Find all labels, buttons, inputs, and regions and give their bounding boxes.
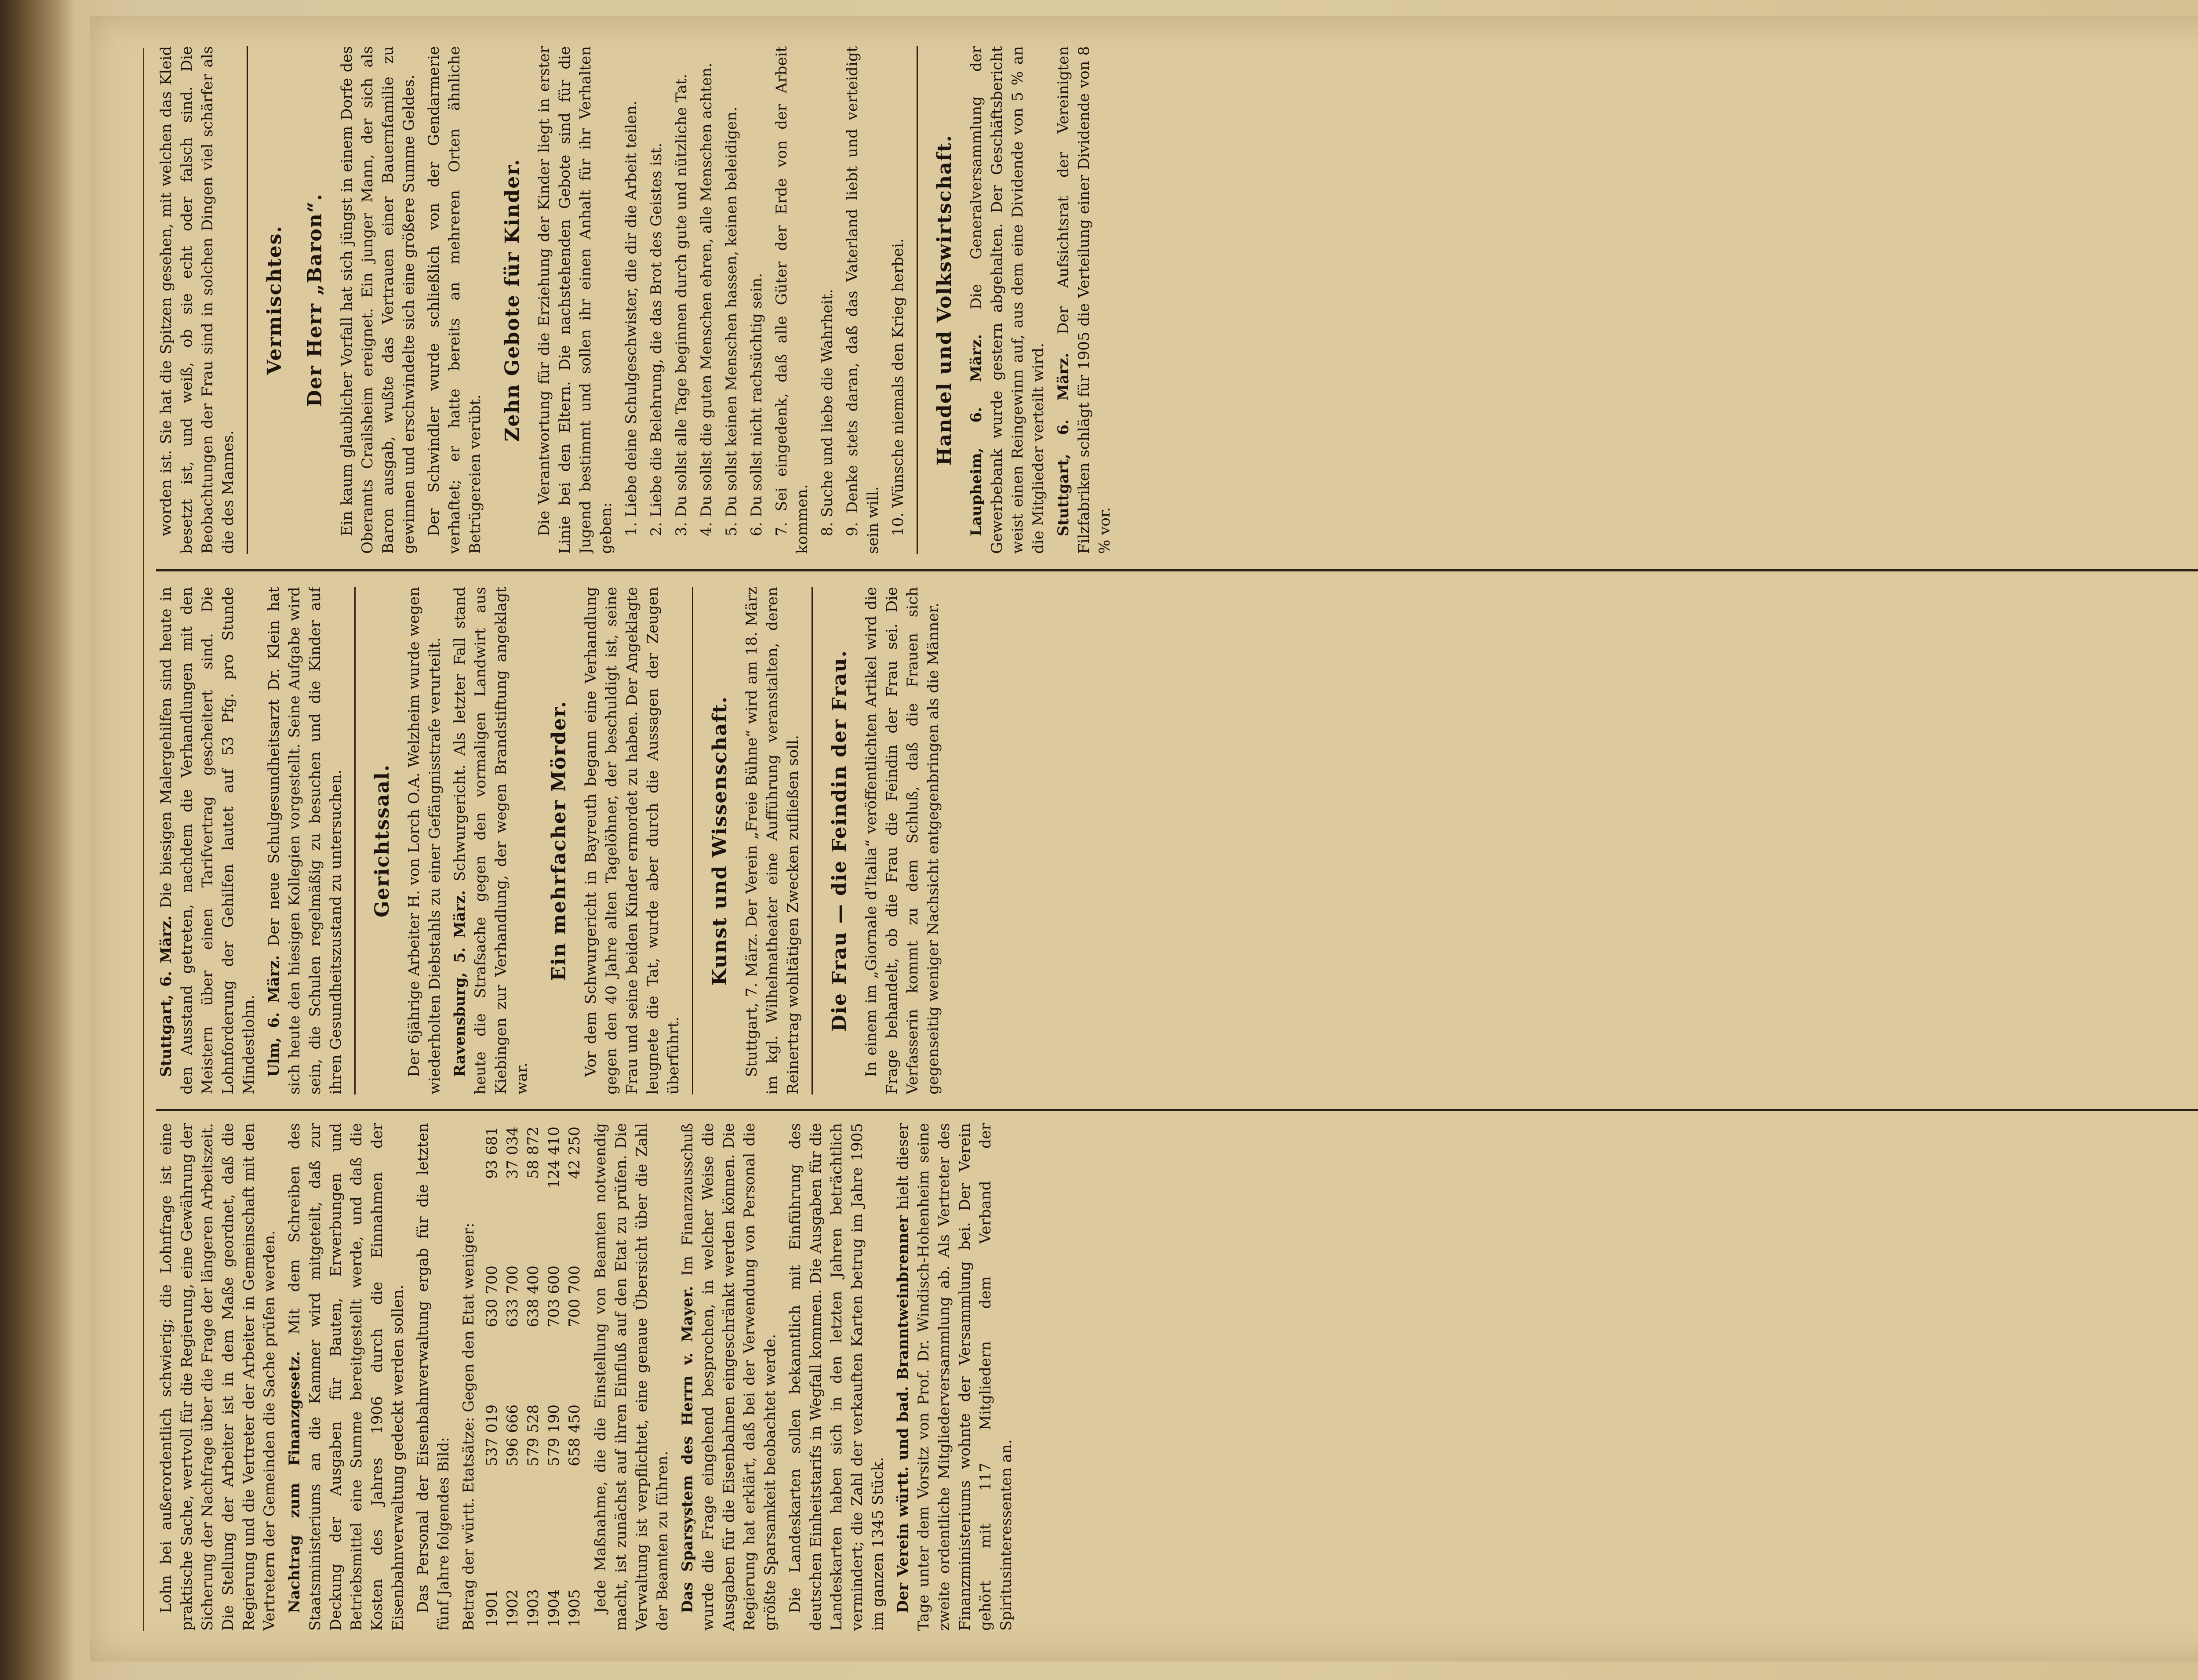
column-two — [156, 587, 2198, 1095]
column-rule — [156, 1109, 2198, 1111]
section-heading-vermischtes: Vermischtes. — [263, 225, 286, 375]
table-row: 1903 579 528 638 400 58 872 — [524, 1127, 542, 1627]
list-item: 1. Liebe deine Schulgeschwister, die dir die Arbeit teilen. — [622, 101, 640, 536]
list-item: 6. Du sollst nicht rachsüchtig sein. — [748, 273, 765, 536]
section-rule — [247, 46, 248, 554]
rotated-page-content — [90, 16, 2198, 1662]
paragraph-text: Schwurgericht. Als letzter Fall stand heute die Strafsache gegen den vormaligen Landwirt aus Kiebingen zur Verhandlung, der wegen Brandstiftung angeklagt war. — [451, 587, 531, 1095]
paragraph — [966, 46, 1049, 554]
column-three — [156, 46, 2198, 554]
paragraph-text: Im Finanzausschuß wurde die Frage eingehend besprochen, in welcher Weise die Ausgaben für die Eisenbahnen eingeschränkt werden können. Die Regierung hat erklärt, daß bei der Verwendung von Personal die größte Sparsamkeit beobachtet werde. — [679, 1123, 779, 1631]
paragraph-text: Die Generalversammlung der Gewerbebank wurde gestern abgehalten. Der Geschäftsbericht weist einen Reingewinn auf, aus dem eine Dividende von 5 % an die Mitglieder verteilt wird. — [968, 46, 1047, 554]
newspaper-page — [90, 16, 2198, 1662]
list-item: 2. Liebe die Belehrung, die das Brot des Geistes ist. — [648, 142, 665, 536]
run-in-heading: Laupheim, 6. März. — [968, 334, 985, 536]
section-rule — [917, 46, 918, 554]
run-in-heading: Ravensburg, 5. März. — [451, 890, 469, 1077]
paragraph: Die Landeskarten sollen bekanntlich mit Einführung des deutschen Einheitstarifs in Wegfall kommen. Die Ausgaben für die Landeskarten haben sich in den letzten Jahren beträchtlich vermindert; die Zahl der verkauften Karten betrug im Jahre 1905 im ganzen 1345 Stück. — [786, 1123, 887, 1631]
article-heading-baron: Der Herr „Baron“. — [304, 193, 326, 407]
paragraph-text: hielt dieser Tage unter dem Vorsitz von Prof. Dr. Windisch-Hohenheim seine zweite ordentliche Mitgliederversammlung ab. Als Vertreter des Finanzministeriums wohnte der Versammlung bei. Der Verein gehört mit 117 Mitgliedern dem Verband der Spiritusinteressenten an. — [894, 1123, 1015, 1631]
run-in-heading: Das Sparsystem des Herrn v. Mayer. — [679, 1286, 696, 1613]
section-heading-kunst: Kunst und Wissenschaft. — [709, 695, 731, 986]
table-row: 1905 658 450 700 700 42 250 — [566, 1127, 583, 1627]
paragraph: Ein kaum glaublicher Vorfall hat sich jüngst in einem Dorfe des Oberamts Crailsheim ereignet. Ein junger Mann, der sich als Baron ausgab, wußte das Vertrauen einer Bauernfamilie zu gewinnen und erschwindelte sich eine größere Summe Geldes. — [338, 46, 418, 554]
paragraph — [677, 1123, 781, 1631]
paragraph: Stuttgart, 7. März. Der Verein „Freie Bühne“ wird am 18. März im kgl. Wilhelmatheater eine Aufführung veranstalten, deren Reinertrag wohltätigen Zwecken zufließen soll. — [743, 587, 802, 1095]
paragraph — [893, 1123, 1017, 1631]
list-item: 5. Du sollst keinen Menschen hassen, keinen beleidigen. — [723, 106, 740, 536]
list-item: 3. Du sollst alle Tage beginnen durch gute und nützliche Tat. — [673, 74, 690, 536]
paragraph-text: Der Aufsichtsrat der Vereinigten Filzfabriken schlägt für 1905 die Verteilung einer Dividende von 8 % vor. — [1055, 46, 1114, 554]
list-item: 10. Wünsche niemals den Krieg herbei. — [889, 238, 907, 536]
column-rule — [156, 569, 2198, 571]
run-in-heading: Ulm, 6. März. — [265, 955, 283, 1077]
table-row: 1901 537 019 630 700 93 681 — [483, 1127, 501, 1627]
section-heading-frau: Die Frau — die Feindin der Frau. — [828, 650, 851, 1032]
table-row: 1904 579 190 703 600 124 410 — [545, 1127, 563, 1627]
paragraph: Vor dem Schwurgericht in Bayreuth begann eine Verhandlung gegen den 40 Jahre alten Tagelöhner, der beschuldigt ist, seine Frau und seine beiden Kinder ermordet zu haben. Der Angeklagte leugnete die Tat, wurde aber durch die Aussagen der Zeugen überführt. — [582, 587, 682, 1095]
list-item: 8. Suche und liebe die Wahrheit. — [819, 289, 836, 536]
table-row: 1902 596 666 633 700 37 034 — [504, 1127, 521, 1627]
paragraph: Lohn bei außerordentlich schwierig; die Lohnfrage ist eine praktische Sache, wertvoll für die Regierung, eine Gewährung der Sicherung der Nachfrage über die Frage der längeren Arbeitszeit. Die Stellung der Arbeiter ist in dem Maße geordnet, daß die Regierung und die Vertreter der Arbeiter in Gemeinschaft mit den Vertretern der Gemeinden die Sache prüfen werden. — [157, 1123, 278, 1631]
table-caption: Betrag der württ. Etatsätze: Gegen den Etat weniger: — [460, 1222, 477, 1631]
paragraph: Jede Maßnahme, die die Einstellung von Beamten notwendig macht, ist zunächst auf ihren Einfluß auf den Etat zu prüfen. Die Verwaltung ist verpflichtet, eine genaue Übersicht über die Zahl der Beamten zu führen. — [592, 1123, 671, 1631]
section-heading-moerder: Ein mehrfacher Mörder. — [548, 700, 570, 981]
section-rule — [354, 587, 356, 1095]
paragraph: worden ist. Sie hat die Spitzen gesehen, mit welchen das Kleid besetzt ist, und weiß, ob sie echt oder falsch sind. Die Beobachtungen der Frau sind in solchen Dingen viel schärfer als die des Mannes. — [157, 46, 237, 554]
paragraph — [450, 587, 532, 1095]
previous-page-edge — [0, 0, 75, 1680]
section-heading-handel: Handel und Volkswirtschaft. — [933, 134, 956, 466]
paragraph — [284, 1123, 408, 1631]
paragraph: Das Personal der Eisenbahnverwaltung ergab für die letzten fünf Jahre folgendes Bild: — [414, 1123, 452, 1631]
paragraph-text: Die biesigen Malergehilfen sind heute in den Ausstand getreten, nachdem die Verhandlungen mit den Meistern über einen Tarifvertrag gescheitert sind. Die Lohnforderung der Gehilfen lautet auf 53 Pfg. pro Stunde Mindestlohn. — [157, 587, 258, 1095]
run-in-heading: Stuttgart, 6. März. — [1055, 353, 1072, 536]
column-one — [156, 1123, 2198, 1631]
paragraph — [264, 587, 346, 1095]
paragraph: Der Schwindler wurde schließlich von der Gendarmerie verhaftet; er hatte bereits an mehreren Orten ähnliche Betrügereien verübt. — [425, 46, 484, 554]
statistics-table — [482, 1123, 585, 1631]
paragraph-text: Mit dem Schreiben des Staatsministeriums an die Kammer wird mitgeteilt, daß zur Deckung der Ausgaben für Bauten, Erwerbungen und Betriebsmittel eine Summe bereitgestellt werde, und daß die Kosten des Jahres 1906 durch die Einnahmen der Eisenbahnverwaltung gedeckt werden sollen. — [286, 1123, 407, 1631]
run-in-heading: Der Verein württ. und bad. Branntweinbrenner — [894, 1215, 912, 1613]
paragraph: Die Verantwortung für die Erziehung der Kinder liegt in erster Linie bei den Eltern. Die nachstehenden Gebote sind für die Jugend bestimmt und sollen ihr einen Anhalt für ihr Verhalten geben: — [535, 46, 615, 554]
section-heading-gerichtssaal: Gerichtssaal. — [371, 764, 393, 918]
list-item: 9. Denke stets daran, daß das Vaterland liebt und verteidigt sein will. — [844, 46, 882, 554]
paragraph: Der 6jährige Arbeiter H. von Lorch O.A. Welzheim wurde wegen wiederholten Diebstahls zu einer Gefängnisstrafe verurteilt. — [405, 587, 444, 1095]
paragraph: In einem im „Giornale d'Italia“ veröffentlichten Artikel wird die Frage behandelt, ob die Frau die Feindin der Frau sei. Die Verfasserin kommt zu dem Schluß, daß die Frauen sich gegenseitig weniger Nachsicht entgegenbringen als die Männer. — [862, 587, 942, 1095]
section-rule — [692, 587, 693, 1095]
paragraph — [156, 587, 259, 1095]
paragraph-text: Der neue Schulgesundheitsarzt Dr. Klein hat sich heute den hiesigen Kollegien vorgestellt. Seine Aufgabe wird sein, die Schulen regelmäßig zu besuchen und die Kinder auf ihren Gesundheitszustand zu untersuchen. — [265, 587, 345, 1095]
article-heading-zehn-gebote: Zehn Gebote für Kinder. — [501, 158, 524, 442]
section-rule — [812, 587, 813, 1095]
paragraph — [1053, 46, 1115, 554]
list-item: 7. Sei eingedenk, daß alle Güter der Erde von der Arbeit kommen. — [773, 46, 811, 554]
list-item: 4. Du sollst die guten Menschen ehren, alle Menschen achten. — [698, 62, 715, 536]
run-in-heading: Nachtrag zum Finanzgesetz. — [286, 1351, 303, 1613]
run-in-heading: Stuttgart, 6. März. — [157, 915, 175, 1077]
header-rule — [143, 48, 144, 1631]
